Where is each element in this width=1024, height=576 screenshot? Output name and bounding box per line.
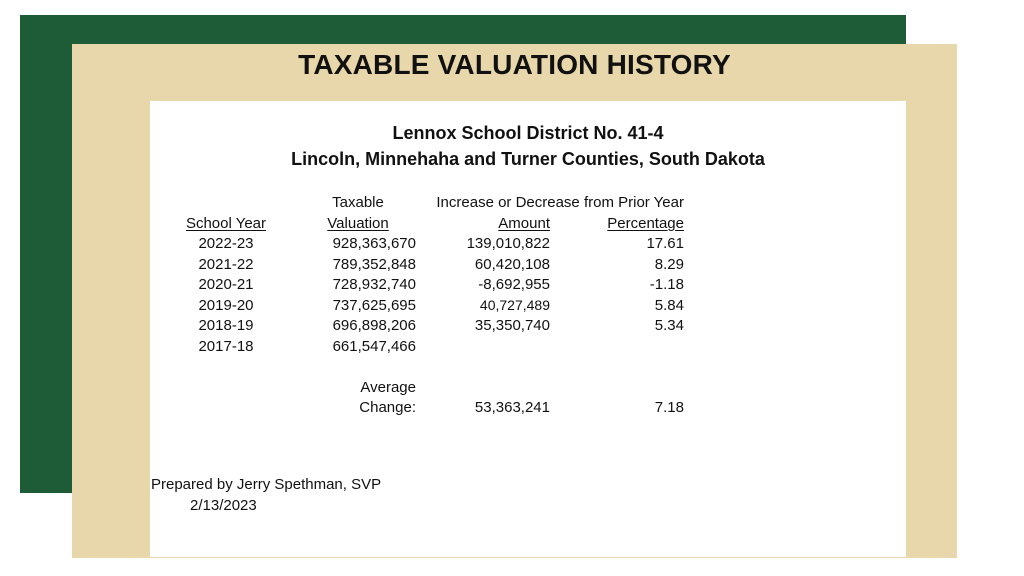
- prepared-by: Prepared by Jerry Spethman, SVP: [151, 476, 382, 493]
- row-percentage: 5.34: [654, 317, 684, 334]
- header-taxable: Taxable: [332, 194, 384, 211]
- row-year: 2017-18: [198, 338, 254, 355]
- row-amount: 35,350,740: [474, 317, 550, 334]
- row-valuation: 737,625,695: [332, 297, 416, 314]
- row-year: 2019-20: [198, 297, 254, 314]
- counties-line: Lincoln, Minnehaha and Turner Counties, South Dakota: [291, 149, 765, 169]
- average-amount: 53,363,241: [474, 399, 550, 416]
- row-valuation: 661,547,466: [332, 338, 416, 355]
- average-label: Average: [360, 379, 416, 396]
- header-increase-decrease: Increase or Decrease from Prior Year: [436, 194, 684, 211]
- row-valuation: 789,352,848: [332, 256, 416, 273]
- change-label: Change:: [359, 399, 416, 416]
- slide-title: TAXABLE VALUATION HISTORY: [298, 49, 731, 80]
- row-percentage: -1.18: [649, 276, 684, 293]
- row-amount: -8,692,955: [478, 276, 550, 293]
- row-amount: 40,727,489: [479, 297, 550, 313]
- row-amount: 60,420,108: [474, 256, 550, 273]
- row-year: 2021-22: [198, 256, 254, 273]
- row-year: 2020-21: [198, 276, 254, 293]
- row-year: 2018-19: [198, 317, 254, 334]
- row-percentage: 17.61: [646, 235, 684, 252]
- column-header-percentage: Percentage: [607, 215, 684, 232]
- column-header-valuation: Valuation: [327, 215, 389, 232]
- column-header-amount: Amount: [498, 215, 550, 232]
- row-amount: 139,010,822: [466, 235, 550, 252]
- row-valuation: 728,932,740: [332, 276, 416, 293]
- prepared-date: 2/13/2023: [190, 497, 257, 514]
- district-name: Lennox School District No. 41-4: [392, 123, 664, 143]
- row-valuation: 696,898,206: [332, 317, 416, 334]
- row-valuation: 928,363,670: [332, 235, 416, 252]
- row-year: 2022-23: [198, 235, 254, 252]
- row-percentage: 8.29: [654, 256, 684, 273]
- average-percentage: 7.18: [654, 399, 684, 416]
- column-header-school-year: School Year: [185, 215, 267, 232]
- row-percentage: 5.84: [654, 297, 684, 314]
